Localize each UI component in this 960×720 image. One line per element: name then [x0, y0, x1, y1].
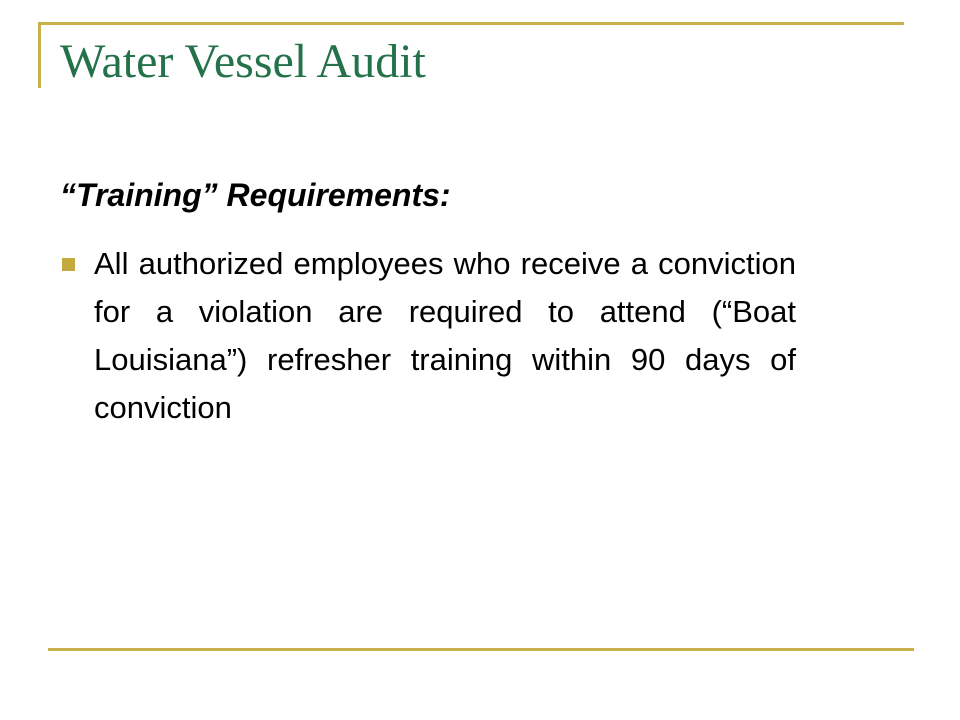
- bullet-item: [60, 240, 796, 432]
- bullet-text: All authorized employees who receive a conviction for a violation are required to attend (“Boat Louisiana”) refresher training within 90 days of conviction: [94, 246, 796, 425]
- slide-subheading: “Training” Requirements:: [60, 177, 451, 213]
- bottom-rule-divider: [48, 648, 914, 651]
- slide-title: Water Vessel Audit: [60, 35, 426, 88]
- square-bullet-icon: [62, 258, 75, 271]
- bullet-list: [60, 240, 796, 432]
- left-rule-divider: [38, 22, 41, 88]
- top-rule-divider: [38, 22, 904, 25]
